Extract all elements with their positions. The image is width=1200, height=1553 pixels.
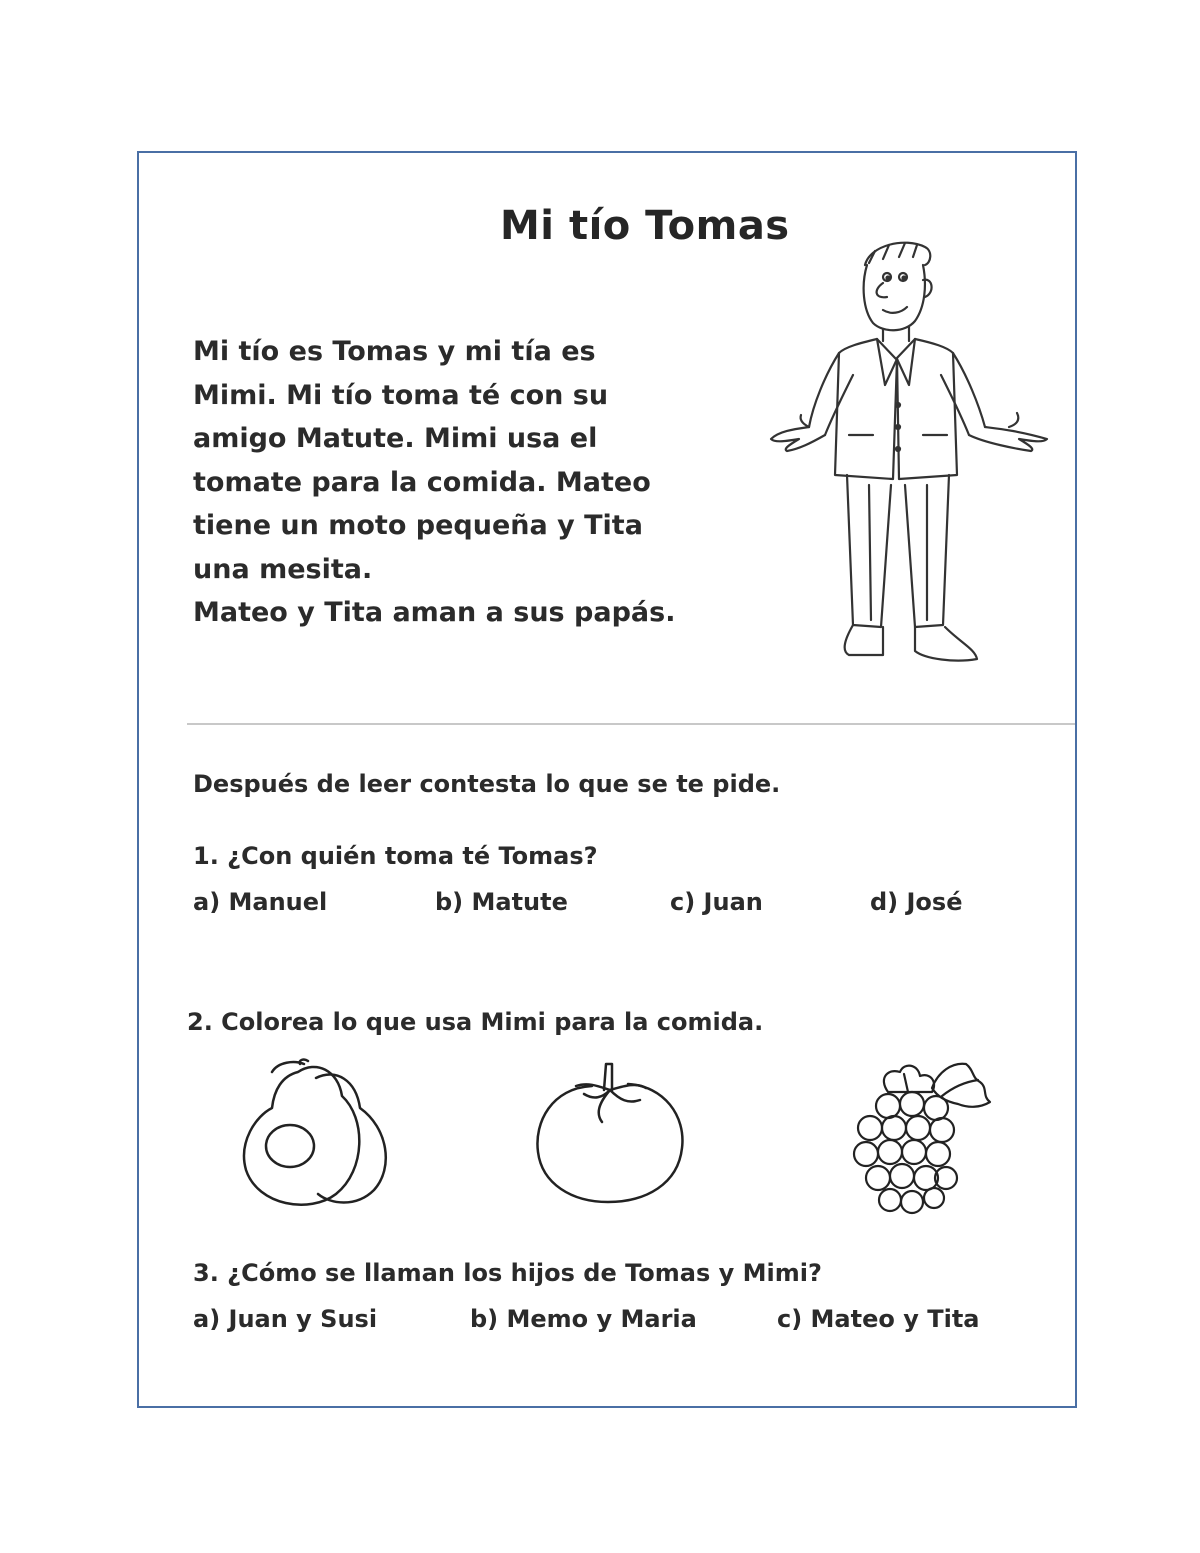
q3-option-a[interactable]: a) Juan y Susi — [193, 1305, 378, 1333]
q3-option-b[interactable]: b) Memo y Maria — [470, 1305, 697, 1333]
page-title: Mi tío Tomas — [500, 203, 790, 249]
q1-option-c[interactable]: c) Juan — [670, 888, 763, 916]
story-line: Mi tío es Tomas y mi tía es — [193, 336, 596, 367]
question-3: 3. ¿Cómo se llaman los hijos de Tomas y Mimi? — [193, 1259, 822, 1287]
story-line: una mesita. — [193, 553, 373, 585]
tomato-icon[interactable] — [532, 1060, 687, 1205]
story-text — [193, 330, 753, 635]
q1-option-a[interactable]: a) Manuel — [193, 888, 328, 916]
instruction-text: Después de leer contesta lo que se te pide. — [193, 770, 781, 798]
grapes-icon[interactable] — [848, 1058, 993, 1218]
question-1: 1. ¿Con quién toma té Tomas? — [193, 842, 598, 870]
question-2: 2. Colorea lo que usa Mimi para la comida. — [187, 1008, 764, 1036]
q1-option-d[interactable]: d) José — [870, 888, 963, 916]
story-line: amigo Matute. Mimi usa el — [193, 423, 598, 454]
q1-option-b[interactable]: b) Matute — [435, 888, 568, 916]
section-divider — [187, 723, 1075, 725]
story-line: Mimi. Mi tío toma té con su — [193, 379, 609, 411]
q3-option-c[interactable]: c) Mateo y Tita — [777, 1305, 980, 1333]
uncle-illustration — [765, 235, 1055, 670]
story-line: tiene un moto pequeña y Tita — [193, 510, 643, 541]
story-line: tomate para la comida. Mateo — [193, 466, 651, 498]
story-line: Mateo y Tita aman a sus papás. — [193, 597, 676, 628]
avocado-icon[interactable] — [238, 1058, 393, 1208]
